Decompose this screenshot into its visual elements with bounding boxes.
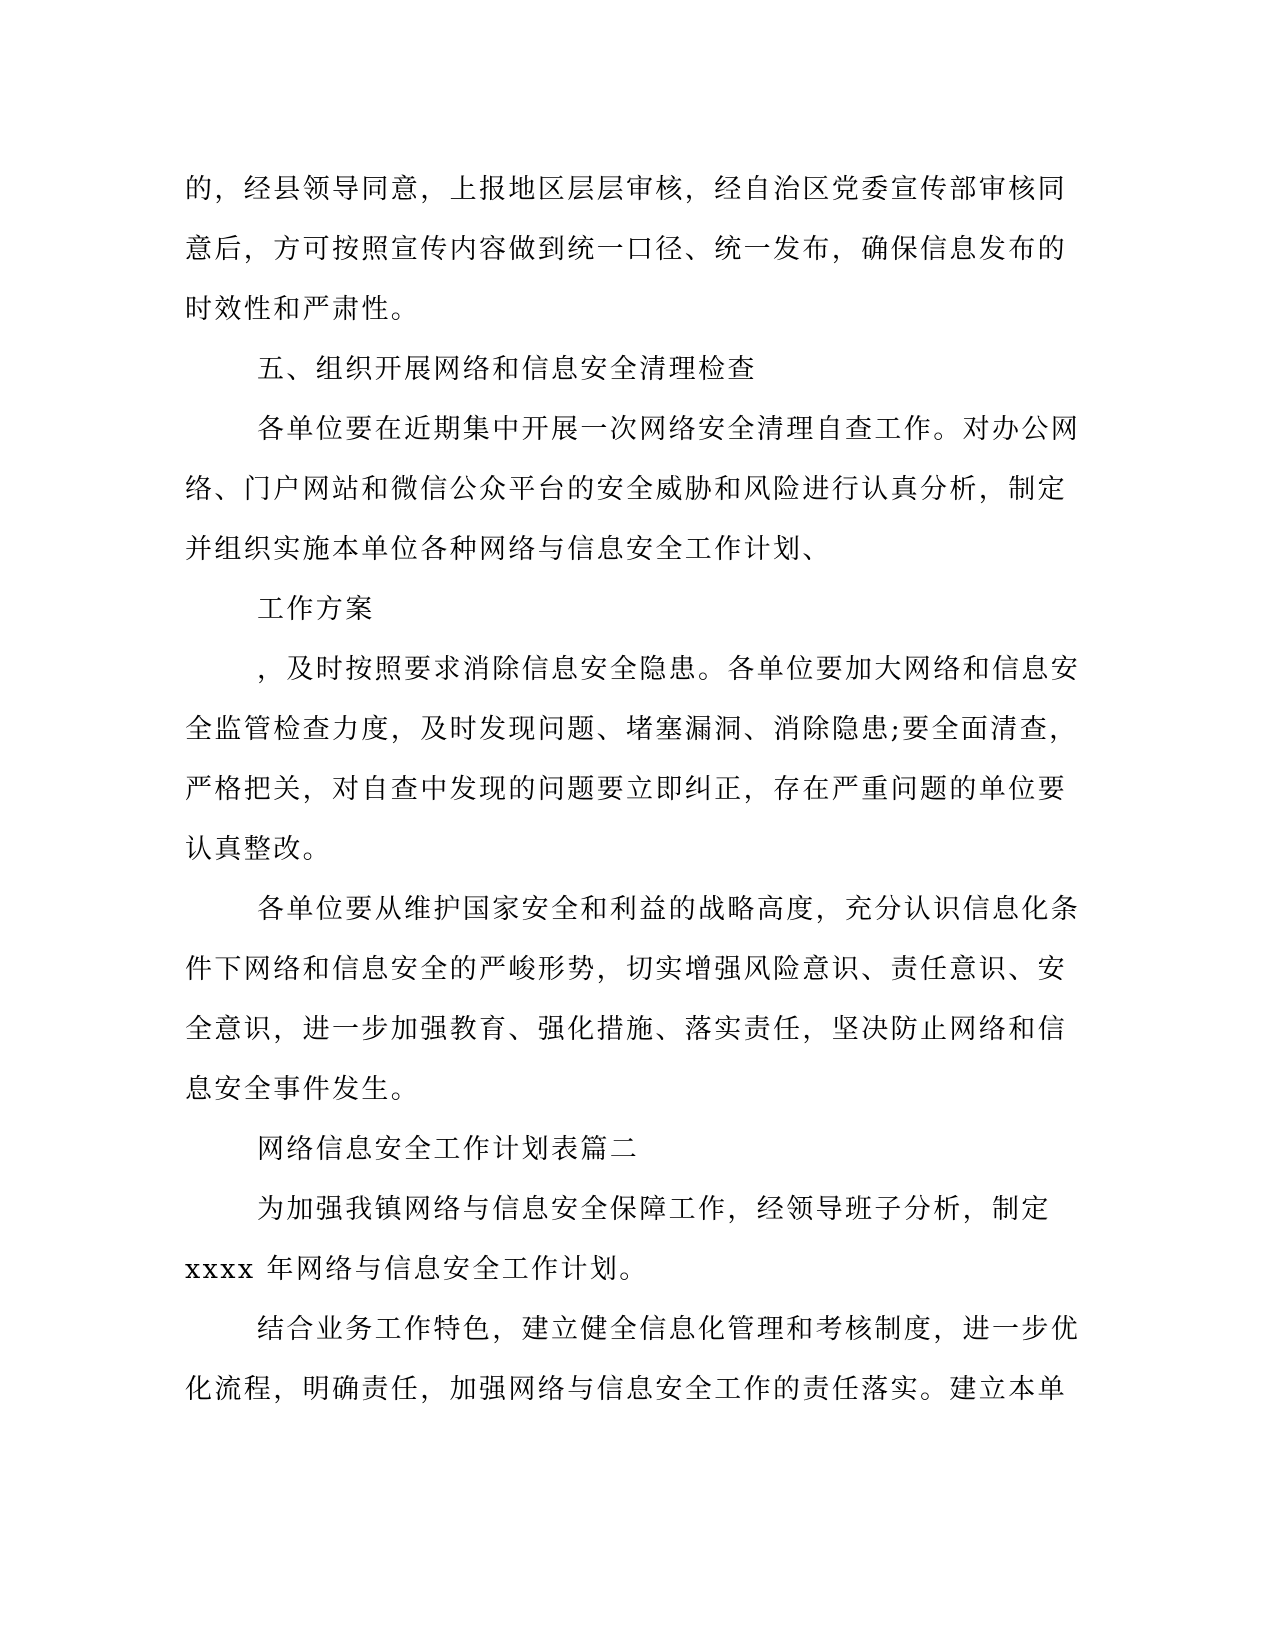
text-line: 时效性和严肃性。 bbox=[185, 294, 421, 325]
text-line: xxxx 年网络与信息安全工作计划。 bbox=[185, 1254, 649, 1285]
text-line: 全意识，进一步加强教育、强化措施、落实责任，坚决防止网络和信 bbox=[185, 1014, 1067, 1045]
text-line: 各单位要从维护国家安全和利益的战略高度，充分认识信息化条 bbox=[257, 894, 1081, 925]
text-line: 工作方案 bbox=[257, 594, 375, 625]
text-line: ，及时按照要求消除信息安全隐患。各单位要加大网络和信息安 bbox=[257, 654, 1081, 685]
text-line: 件下网络和信息安全的严峻形势，切实增强风险意识、责任意识、安 bbox=[185, 954, 1067, 985]
document-body bbox=[185, 160, 1081, 1420]
text-line: 为加强我镇网络与信息安全保障工作，经领导班子分析，制定 bbox=[257, 1194, 1051, 1225]
text-line: 络、门户网站和微信公众平台的安全威胁和风险进行认真分析，制定 bbox=[185, 474, 1067, 505]
text-line: 意后，方可按照宣传内容做到统一口径、统一发布，确保信息发布的 bbox=[185, 234, 1067, 265]
text-line: 全监管检查力度，及时发现问题、堵塞漏洞、消除隐患;要全面清查， bbox=[185, 714, 1079, 745]
text-line: 结合业务工作特色，建立健全信息化管理和考核制度，进一步优 bbox=[257, 1314, 1081, 1345]
section-heading: 网络信息安全工作计划表篇二 bbox=[257, 1134, 640, 1165]
text-line: 认真整改。 bbox=[185, 834, 332, 865]
text-line: 化流程，明确责任，加强网络与信息安全工作的责任落实。建立本单 bbox=[185, 1374, 1067, 1405]
text-line: 并组织实施本单位各种网络与信息安全工作计划、 bbox=[185, 534, 832, 565]
text-line: 严格把关，对自查中发现的问题要立即纠正，存在严重问题的单位要 bbox=[185, 774, 1067, 805]
text-line: 息安全事件发生。 bbox=[185, 1074, 421, 1105]
text-line: 各单位要在近期集中开展一次网络安全清理自查工作。对办公网 bbox=[257, 414, 1081, 445]
section-heading: 五、组织开展网络和信息安全清理检查 bbox=[257, 354, 757, 385]
text-line: 的，经县领导同意，上报地区层层审核，经自治区党委宣传部审核同 bbox=[185, 174, 1067, 205]
